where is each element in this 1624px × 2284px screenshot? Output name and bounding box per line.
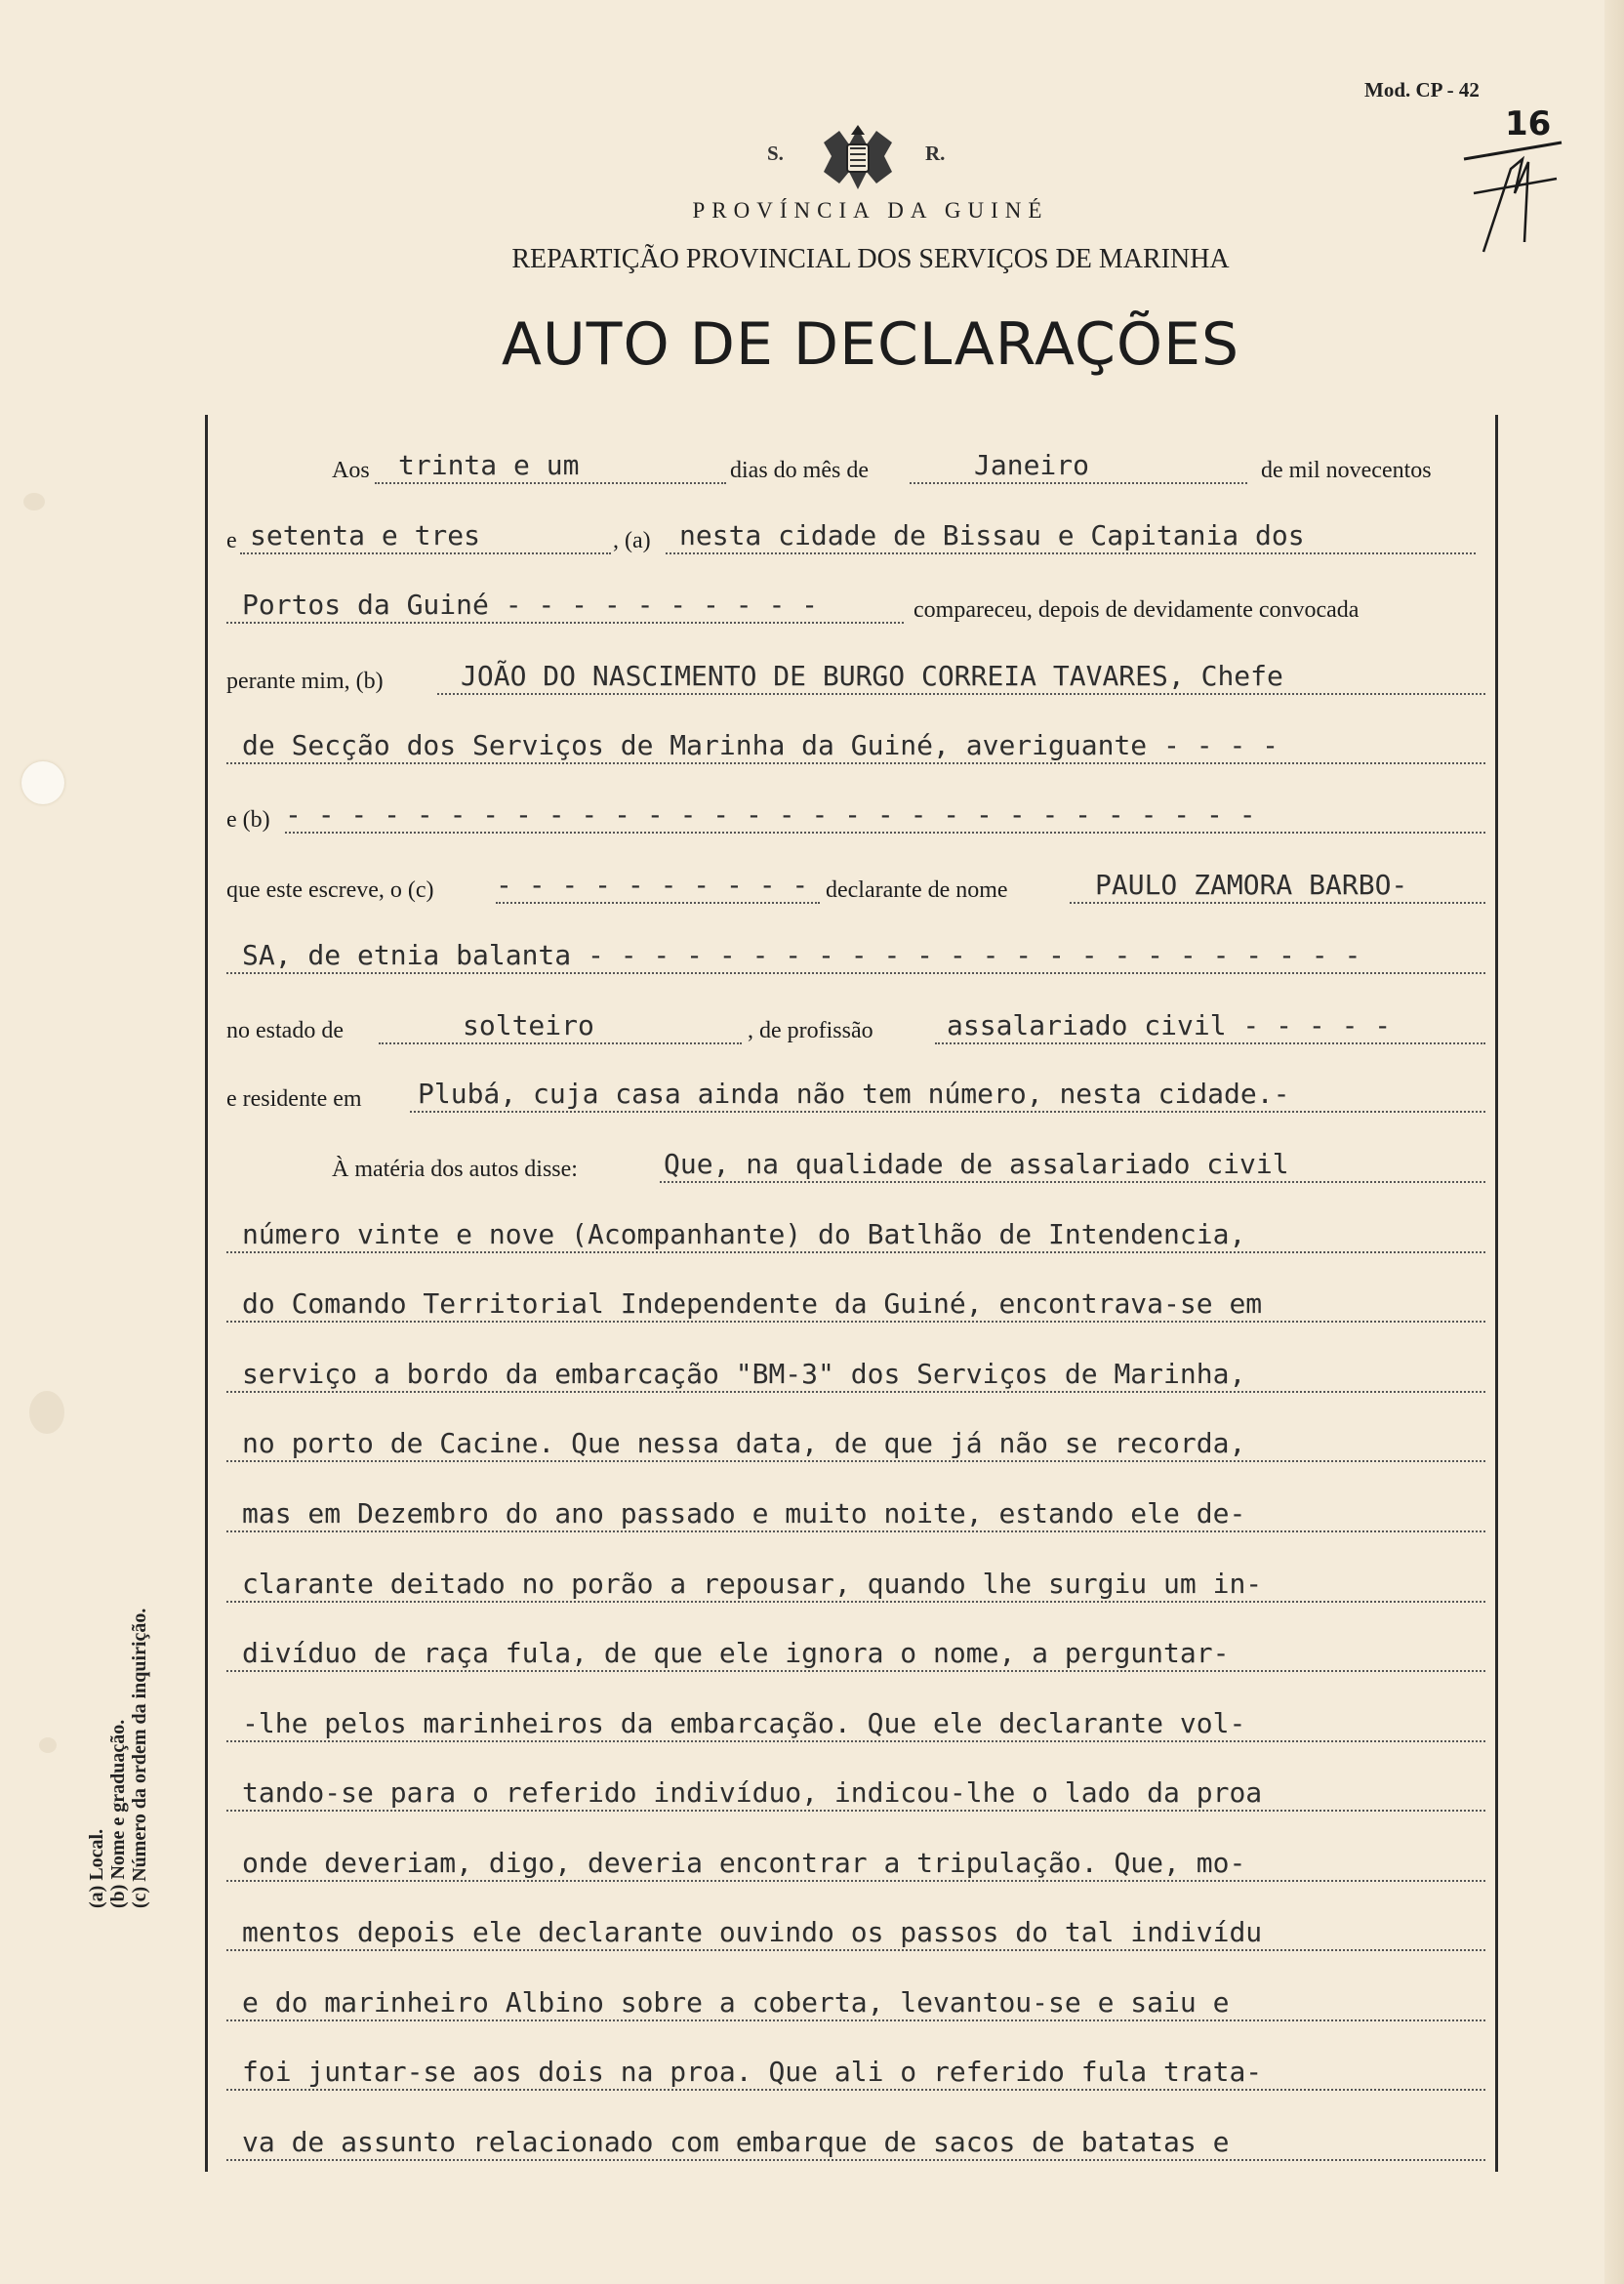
form-line-statement	[226, 1138, 1485, 1187]
statement-line: divíduo de raça fula, de que ele ignora o nome, a perguntar-	[226, 1627, 1485, 1676]
footnote-b: (b) Nome e graduação.	[107, 1719, 129, 1908]
margin-footnotes	[86, 1489, 150, 1908]
punch-hole	[21, 761, 64, 804]
form-line-scribe	[226, 789, 1485, 837]
marital-status-field: solteiro	[379, 1009, 742, 1044]
label-aos: Aos	[332, 458, 370, 483]
form-line-official-cont	[226, 719, 1485, 768]
label-residente: e residente em	[226, 1086, 362, 1112]
label-compareceu: compareceu, depois de devidamente convocada	[914, 597, 1360, 623]
folio-number: 16	[1505, 105, 1552, 143]
statement-line: tando-se para o referido indivíduo, indicou-lhe o lado da proa	[226, 1767, 1485, 1815]
right-margin-rule	[1495, 415, 1498, 2172]
form-line-status	[226, 999, 1485, 1048]
header-letter-s: S.	[767, 142, 784, 165]
statement-line: número vinte e nove (Acompanhante) do Batlhão de Intendencia,	[226, 1208, 1485, 1257]
statement-line: serviço a bordo da embarcação "BM-3" dos Serviços de Marinha,	[226, 1348, 1485, 1397]
declarant-name-field: PAULO ZAMORA BARBO-	[1070, 869, 1485, 904]
statement-line: onde deveriam, digo, deveria encontrar a tripulação. Que, mo-	[226, 1837, 1485, 1886]
statement-line: no porto de Cacine. Que nessa data, de que já não se recorda,	[226, 1417, 1485, 1466]
label-a: , (a)	[613, 528, 651, 553]
statement-line: va de assunto relacionado com embarque de sacos de batatas e	[226, 2116, 1485, 2165]
label-profissao: , de profissão	[748, 1018, 873, 1043]
statement-line: clarante deitado no porão a repousar, quando lhe surgiu um in-	[226, 1558, 1485, 1607]
place-field-continued: Portos da Guiné - - - - - - - - - -	[226, 589, 904, 624]
footnote-a: (a) Local.	[86, 1828, 107, 1908]
statement-line: mas em Dezembro do ano passado e muito noite, estando ele de-	[226, 1488, 1485, 1536]
paper-stain	[39, 1737, 57, 1753]
form-line-date	[226, 439, 1485, 488]
statement-line: foi juntar-se aos dois na proa. Que ali o referido fula trata-	[226, 2046, 1485, 2095]
form-line-year-place	[226, 510, 1485, 558]
statement-line: mentos depois ele declarante ouvindo os passos do tal indivídu	[226, 1906, 1485, 1955]
order-field: - - - - - - - - - -	[496, 869, 820, 904]
label-perante: perante mim, (b)	[226, 669, 384, 694]
place-field: nesta cidade de Bissau e Capitania dos	[666, 519, 1476, 554]
declarant-name-continued: SA, de etnia balanta - - - - - - - - - - - - - - - - - - - - - - - -	[226, 939, 1485, 974]
statement-line: -lhe pelos marinheiros da embarcação. Que ele declarante vol-	[226, 1697, 1485, 1746]
month-field: Janeiro	[910, 449, 1247, 484]
model-code: Mod. CP - 42	[1364, 78, 1480, 102]
province-heading: PROVÍNCIA DA GUINÉ	[692, 198, 1049, 223]
scribe-field: - - - - - - - - - - - - - - - - - - - - - - - - - - - - - -	[285, 798, 1485, 834]
residence-field: Plubá, cuja casa ainda não tem número, nesta cidade.-	[410, 1078, 1485, 1113]
label-e-b: e (b)	[226, 807, 270, 833]
label-declarante: declarante de nome	[826, 877, 1008, 903]
label-dias: dias do mês de	[730, 458, 869, 483]
statement-first-line: Que, na qualidade de assalariado civil	[660, 1148, 1485, 1183]
paper-stain	[23, 493, 45, 510]
label-mil: de mil novecentos	[1261, 458, 1432, 483]
folio-number-handwritten	[1454, 105, 1571, 262]
official-field-continued: de Secção dos Serviços de Marinha da Guiné, averiguante - - - -	[226, 729, 1485, 764]
label-escreve: que este escreve, o (c)	[226, 877, 434, 903]
form-line-residence	[226, 1068, 1485, 1117]
label-estado: no estado de	[226, 1018, 344, 1043]
statement-line: do Comando Territorial Independente da Guiné, encontrava-se em	[226, 1278, 1485, 1326]
profession-field: assalariado civil - - - - -	[935, 1009, 1485, 1044]
form-line-official	[226, 650, 1485, 699]
day-field: trinta e um	[375, 449, 726, 484]
form-line-place-cont	[226, 579, 1485, 628]
left-margin-rule	[205, 415, 208, 2172]
year-field: setenta e tres	[240, 519, 611, 554]
statement-line: e do marinheiro Albino sobre a coberta, levantou-se e saiu e	[226, 1977, 1485, 2025]
document-title: AUTO DE DECLARAÇÕES	[501, 310, 1240, 379]
header-letter-r: R.	[925, 142, 946, 165]
paper-stain	[29, 1391, 64, 1434]
department-heading: REPARTIÇÃO PROVINCIAL DOS SERVIÇOS DE MARINHA	[511, 244, 1230, 274]
footnote-c: (c) Número da ordem da inquirição.	[129, 1608, 150, 1908]
form-line-name-cont	[226, 929, 1485, 978]
form-line-declarant	[226, 859, 1485, 908]
label-e: e	[226, 528, 237, 553]
coat-of-arms-emblem	[816, 123, 900, 195]
label-materia: À matéria dos autos disse:	[332, 1157, 578, 1182]
official-field: JOÃO DO NASCIMENTO DE BURGO CORREIA TAVARES, Chefe	[437, 660, 1485, 695]
